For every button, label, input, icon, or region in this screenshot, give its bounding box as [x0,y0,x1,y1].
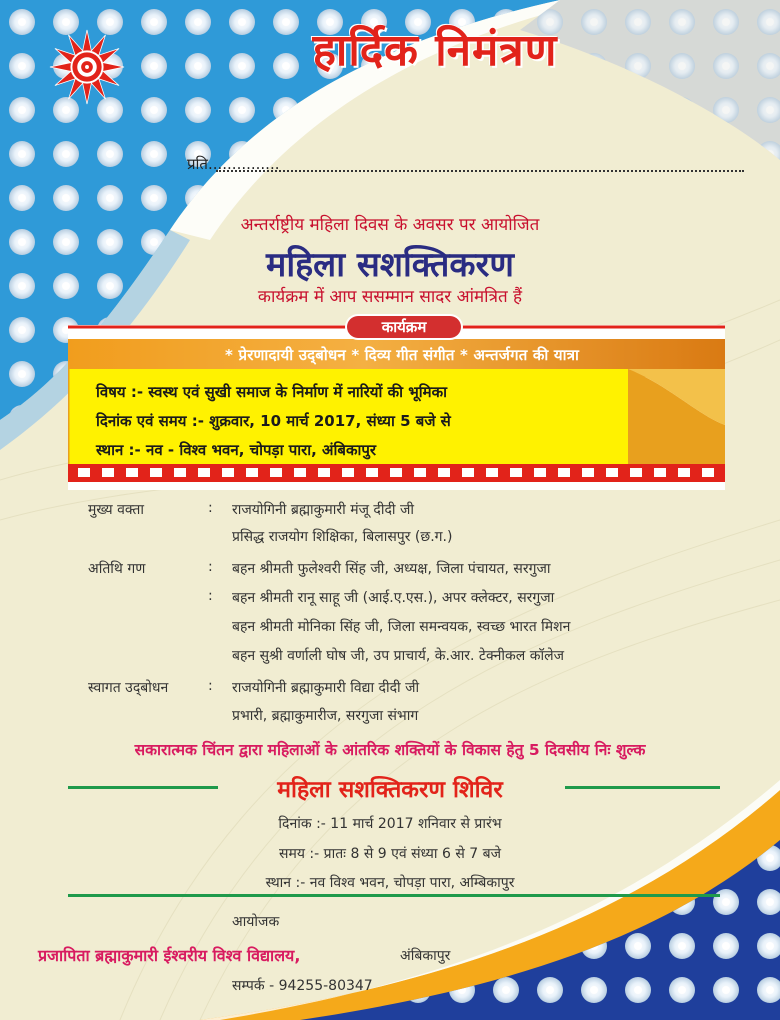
event-occasion: अन्तर्राष्ट्रीय महिला दिवस के अवसर पर आयोजित [240,215,540,235]
camp-time: समय :- प्रातः 8 से 9 एवं संध्या 6 से 7 बजे [278,846,501,862]
event-title: महिला सशक्तिकरण [265,245,514,285]
chief-speaker-label: मुख्य वक्ता [88,502,145,518]
organiser-name: प्रजापिता ब्रह्माकुमारी ईश्वरीय विश्व विद्यालय, [38,946,301,965]
program-badge: कार्यक्रम [347,316,461,338]
colon: : [208,559,213,575]
camp-place: स्थान :- नव विश्व भवन, चोपड़ा पारा, अम्बिकापुर [265,875,515,891]
program-subject: विषय :- स्वस्थ एवं सुखी समाज के निर्माण में नारियों की भूमिका [96,383,448,401]
guest-line: बहन श्रीमती फुलेश्वरी सिंह जी, अध्यक्ष, जिला पंचायत, सरगुजा [232,561,551,577]
camp-title: महिला सशक्तिकरण शिविर [277,777,503,803]
colon: : [208,500,213,516]
guest-line: बहन श्रीमती रानू साहू जी (आई.ए.एस.), अपर क्लेक्टर, सरगुजा [232,590,555,606]
camp-promo: सकारात्मक चिंतन द्वारा महिलाओं के आंतरिक शक्तियों के विकास हेतु 5 दिवसीय निः शुल्क [134,741,646,759]
program-venue: स्थान :- नव - विश्व भवन, चोपड़ा पारा, अंबिकापुर [96,441,377,459]
recipient-label: प्रति............... [187,155,280,173]
sun-logo-icon [48,28,126,106]
invitation-line: कार्यक्रम में आप ससम्मान सादर आंमत्रित हैं [257,287,523,307]
organiser-place: अंबिकापुर [400,948,451,964]
colon: : [208,588,213,604]
page-title: हार्दिक निमंत्रण [312,25,558,76]
guests-label: अतिथि गण [88,561,146,577]
guest-line: बहन श्रीमती मोनिका सिंह जी, जिला समन्वयक, स्वच्छ भारत मिशन [232,619,571,635]
welcome-speaker-title: प्रभारी, ब्रह्माकुमारीज, सरगुजा संभाग [232,708,419,724]
recipient-line [216,170,744,172]
organiser-label: आयोजक [232,914,280,930]
welcome-label: स्वागत उद्‌बोधन [88,680,169,696]
chief-speaker-title: प्रसिद्ध राजयोग शिक्षिका, बिलासपुर (छ.ग.) [232,529,453,545]
program-datetime: दिनांक एवं समय :- शुक्रवार, 10 मार्च 2017, संध्या 5 बजे से [96,412,451,430]
welcome-speaker-name: राजयोगिनी ब्रह्माकुमारी विद्या दीदी जी [232,680,420,696]
guest-line: बहन सुश्री वर्णाली घोष जी, उप प्राचार्य, के.आर. टेक्नीकल कॉलेज [232,648,564,664]
divider-line [68,894,720,897]
program-highlights: * प्रेरणादायी उद्‌बोधन * दिव्य गीत संगीत * अन्तर्जगत की यात्रा [225,346,580,364]
chief-speaker-name: राजयोगिनी ब्रह्माकुमारी मंजू दीदी जी [232,502,415,518]
contact-number: सम्पर्क - 94255-80347 [232,978,373,994]
colon: : [208,678,213,694]
camp-date: दिनांक :- 11 मार्च 2017 शनिवार से प्रारंभ [278,816,502,832]
